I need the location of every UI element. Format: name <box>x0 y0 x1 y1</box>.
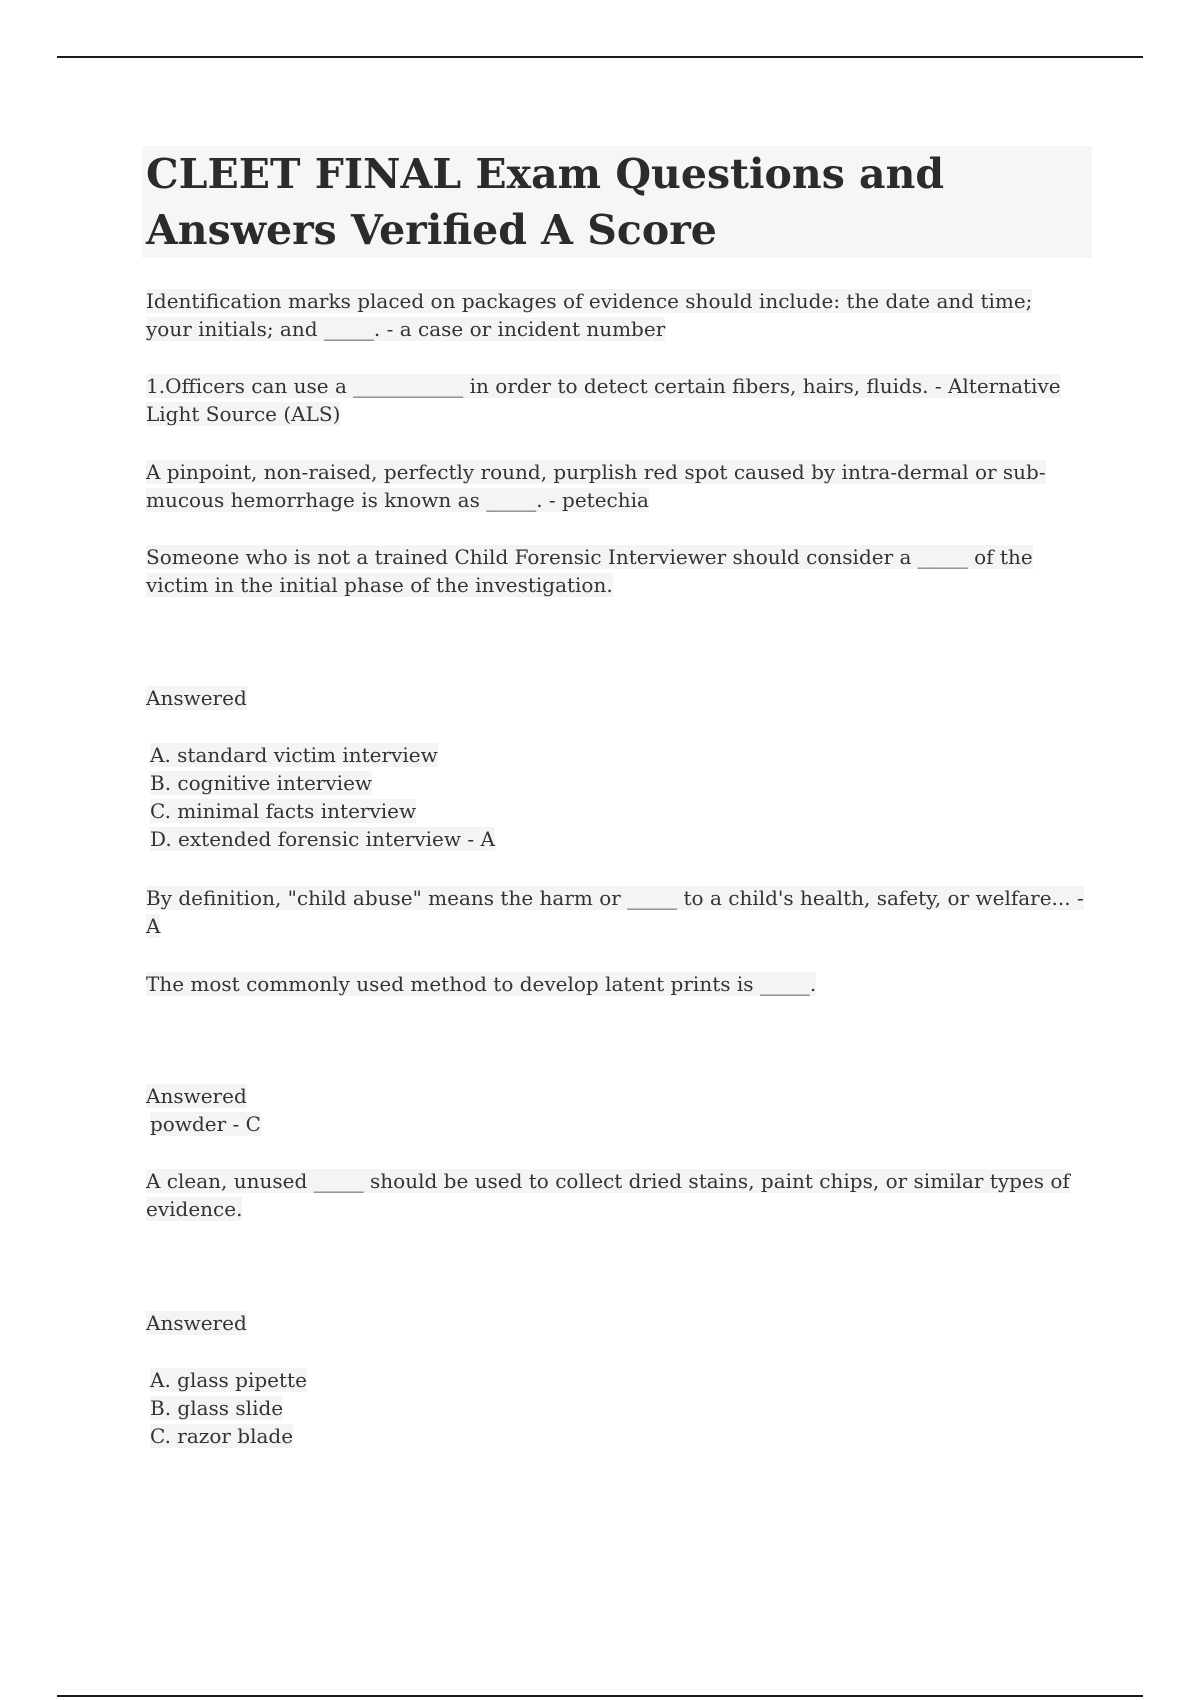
option-item: B. cognitive interview <box>150 771 373 795</box>
answered-label: Answered <box>146 686 247 710</box>
page-title <box>146 146 1046 258</box>
title-line-1: CLEET FINAL Exam Questions and <box>146 150 945 198</box>
option-item: A. standard victim interview <box>150 743 438 767</box>
question-text: The most commonly used method to develop latent prints is _____. <box>146 972 817 996</box>
answer-text: powder - C <box>150 1112 261 1136</box>
option-item: C. razor blade <box>150 1424 294 1448</box>
question-5 <box>146 884 1086 940</box>
question-2 <box>146 372 1086 428</box>
options-list <box>146 1366 1090 1450</box>
question-text: By definition, "child abuse" means the harm or _____ to a child's health, safety, or welfare... - <box>146 886 1084 910</box>
question-text: A clean, unused _____ should be used to collect dried stains, paint chips, or similar types of <box>146 1169 1070 1193</box>
option-item: C. minimal facts interview <box>150 799 417 823</box>
question-text: evidence. <box>146 1197 243 1221</box>
question-text: Identification marks placed on packages of evidence should include: the date and time; <box>146 289 1033 313</box>
question-3 <box>146 458 1086 514</box>
bottom-rule <box>57 1695 1143 1697</box>
answered-label: Answered <box>146 1084 247 1108</box>
question-4 <box>146 543 1086 599</box>
option-item: B. glass slide <box>150 1396 284 1420</box>
question-text: Light Source (ALS) <box>146 402 341 426</box>
question-text: 1.Officers can use a ___________ in order to detect certain fibers, hairs, fluids. - Alternative <box>146 374 1061 398</box>
question-text: mucous hemorrhage is known as _____. - petechia <box>146 488 649 512</box>
answered-label: Answered <box>146 1311 247 1335</box>
question-6 <box>146 970 1086 998</box>
question-text: victim in the initial phase of the investigation. <box>146 573 613 597</box>
options-list <box>146 741 1090 853</box>
question-text: A pinpoint, non-raised, perfectly round, purplish red spot caused by intra-dermal or sub- <box>146 460 1046 484</box>
question-1 <box>146 287 1086 343</box>
option-item: A. glass pipette <box>150 1368 307 1392</box>
question-7 <box>146 1167 1086 1223</box>
question-text: A <box>146 914 161 938</box>
top-rule <box>57 56 1143 58</box>
option-item: D. extended forensic interview - A <box>150 827 495 851</box>
title-line-2: Answers Verified A Score <box>146 206 717 254</box>
question-text: Someone who is not a trained Child Forensic Interviewer should consider a _____ of the <box>146 545 1033 569</box>
question-text: your initials; and _____. - a case or incident number <box>146 317 666 341</box>
